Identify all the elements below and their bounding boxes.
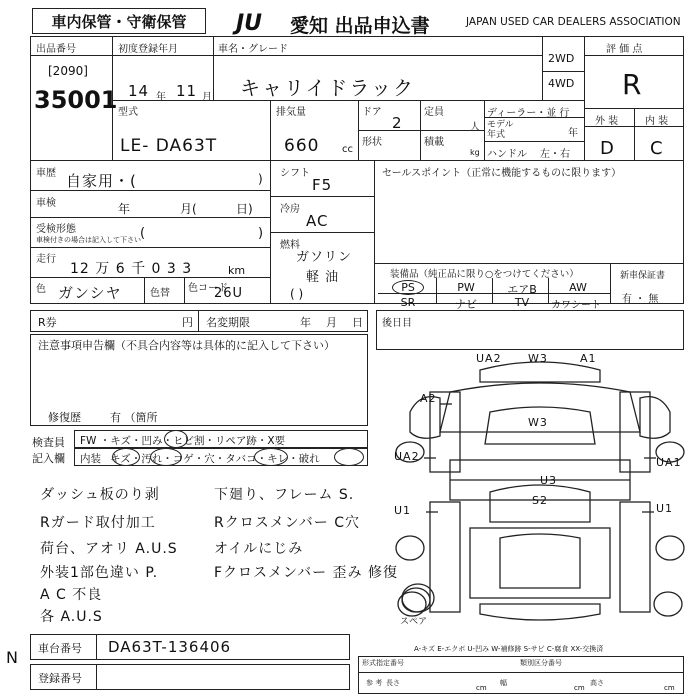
circle-mark-torn — [334, 448, 364, 466]
first-reg-label: 初度登録年月 — [118, 44, 178, 55]
diag-label-a1-top: A1 — [580, 352, 597, 365]
width-unit: cm — [574, 684, 585, 692]
inspection-date-label: 後日目 — [382, 318, 412, 329]
load-label: 積載 — [424, 137, 444, 148]
aircon-label: 冷房 — [280, 204, 300, 215]
history-value: 自家用・( — [66, 172, 137, 190]
mileage-value: 12 万 6 千 0 3 3 — [70, 261, 193, 277]
acceptance-label: 受検形態 — [36, 224, 76, 235]
lot-number: 35001 — [34, 86, 118, 114]
fuel-other: ( ) — [290, 287, 304, 301]
name-change-year: 年 — [300, 316, 311, 329]
diag-label-s2: S2 — [532, 494, 548, 507]
load-unit: kg — [470, 148, 480, 157]
note-line-4: 外装1部色違い P. — [40, 565, 159, 581]
color-code-label: 色コード — [188, 283, 228, 294]
grade-value: R — [622, 68, 642, 101]
diag-label-w3-top: W3 — [528, 352, 548, 365]
history-close: ) — [258, 172, 263, 186]
diag-label-u1-right: U1 — [656, 502, 674, 515]
capacity-unit: 人 — [470, 122, 480, 133]
chassis-label: 車台番号 — [38, 642, 82, 655]
exterior-label: 外 装 — [595, 116, 619, 127]
displacement-unit: cc — [342, 144, 353, 155]
diag-label-ua2-left: UA2 — [394, 450, 420, 463]
ju-logo: JU — [236, 11, 263, 36]
inspection-date-box — [376, 310, 684, 350]
model-label: 型式 — [118, 107, 138, 118]
doors-value: 2 — [392, 114, 403, 132]
history-label: 車歴 — [36, 168, 56, 179]
equip-navi[interactable]: ナビ — [455, 298, 477, 311]
color-label: 色 — [36, 284, 46, 295]
warranty-value: 有 ・ 無 — [622, 294, 659, 305]
equip-airbag[interactable]: エアB — [507, 283, 537, 296]
fuel-label: 燃料 — [280, 240, 300, 251]
4wd-label: 4WD — [548, 77, 575, 90]
mileage-unit: km — [228, 264, 246, 277]
note-line-6: 各 A.U.S — [40, 609, 103, 625]
acceptance-sub: 車検付きの場合は記入して下さい — [36, 236, 141, 244]
first-reg-year: 14 — [128, 82, 150, 100]
form-number-label: 形式指定番号 — [362, 659, 404, 667]
doors-label: ドア — [362, 107, 382, 118]
equip-tv[interactable]: TV — [514, 296, 530, 309]
damage-legend: A-キズ E-エクボ U-凹み W-補修跡 S-サビ C-腐食 XX-交換済 — [414, 645, 604, 653]
association-name: JAPAN USED CAR DEALERS ASSOCIATION — [466, 16, 681, 28]
storage-label: 車内保管・守衛保管 — [32, 8, 206, 34]
equip-sr[interactable]: SR — [400, 296, 416, 309]
shape-label: 形状 — [362, 137, 382, 148]
ref-label-1: 参 考 — [366, 679, 383, 687]
inspection-label: 車検 — [36, 198, 56, 209]
model-value: LE- DA63T — [120, 136, 218, 156]
car-name-label: 車名・グレード — [218, 44, 288, 55]
note-right-3: オイルにじみ — [214, 541, 304, 557]
r-ken-unit: 円 — [182, 316, 193, 329]
grade-label: 評 価 点 — [606, 44, 643, 55]
inspection-month: 月( — [180, 202, 197, 216]
inspector-row-1-text: FW ・キズ・凹み・ヒビ割・リペア跡・X要 — [80, 435, 286, 447]
r-ken-row — [30, 310, 368, 332]
note-right-2: Rクロスメンバー C穴 — [214, 515, 360, 531]
aircon-value: AC — [306, 212, 329, 230]
dealer-label: ディーラー・並 行 — [487, 108, 570, 119]
color-change-label: 色替 — [150, 288, 170, 299]
equip-seat[interactable]: カワシート — [551, 300, 601, 311]
form-title: 愛知 出品申込書 — [290, 15, 430, 37]
circle-mark-dirt — [150, 448, 182, 466]
circle-mark-tobacco — [254, 448, 288, 466]
length-label: 長さ — [386, 679, 400, 687]
diag-label-ua1-right: UA1 — [656, 456, 682, 469]
model-year-unit: 年 — [568, 128, 578, 139]
car-name-value: キャリイドラック — [240, 76, 415, 100]
length-unit: cm — [476, 684, 487, 692]
margin-mark: N — [6, 648, 19, 667]
diag-label-w3-mid: W3 — [528, 416, 548, 429]
first-reg-year-unit: 年 — [156, 92, 166, 103]
r-ken-label: R券 — [38, 316, 57, 329]
first-reg-month-unit: 月 — [202, 92, 212, 103]
repair-history-label: 修復歴 — [48, 411, 81, 424]
note-line-2: Rガード取付加工 — [40, 515, 156, 531]
equip-pw[interactable]: PW — [457, 281, 475, 294]
repair-history-value: 有 （箇所 — [110, 411, 158, 424]
name-change-day: 日 — [352, 316, 363, 329]
diag-label-u1-left: U1 — [394, 504, 412, 517]
chassis-value: DA63T-136406 — [108, 638, 232, 656]
circle-mark-dent — [164, 430, 188, 448]
model-year-label: モデル 年式 — [487, 120, 514, 140]
note-line-5: A C 不良 — [40, 587, 103, 603]
2wd-label: 2WD — [548, 52, 575, 65]
note-right-1: 下廻り、フレーム S. — [214, 487, 355, 503]
mileage-label: 走行 — [36, 254, 56, 265]
interior-grade: C — [650, 138, 664, 159]
equip-ps[interactable]: PS — [392, 280, 424, 295]
inspector-row-2-label: 内装 — [80, 453, 101, 465]
lot-label: 出品番号 — [36, 44, 76, 55]
color-code-value: 26U — [214, 286, 244, 301]
height-unit: cm — [664, 684, 675, 692]
handle-value: 左・右 — [540, 149, 570, 160]
color-value: ガンシヤ — [58, 284, 122, 302]
fuel-diesel: 軽 油 — [306, 270, 340, 285]
acceptance-close: ) — [258, 226, 264, 241]
name-change-label: 名変期限 — [206, 316, 250, 329]
shift-value: F5 — [312, 176, 333, 194]
first-reg-month: 11 — [176, 82, 198, 100]
displacement-label: 排気量 — [276, 107, 306, 118]
fuel-gas: ガソリン — [296, 250, 353, 265]
exterior-grade: D — [600, 138, 615, 159]
handle-label: ハンドル — [487, 149, 527, 160]
diag-label-a2-left: A2 — [420, 392, 437, 405]
diag-label-u3: U3 — [540, 474, 558, 487]
sales-point-label: セールスポイント（正常に機能するものに限ります） — [382, 168, 622, 179]
height-label: 高さ — [590, 679, 604, 687]
note-line-3: 荷台、アオリ A.U.S — [40, 541, 178, 557]
equipment-label: 装備品（純正品に限り○をつけてください） — [390, 269, 579, 280]
class-number-label: 類別区分番号 — [520, 659, 562, 667]
lot-bracket: [2090] — [48, 64, 88, 78]
inspection-day: 日) — [236, 202, 253, 216]
capacity-label: 定員 — [424, 107, 444, 118]
note-line-1: ダッシュ板のり剥 — [40, 487, 160, 503]
note-right-4: Fクロスメンバー 歪み 修復 — [214, 565, 398, 581]
width-label: 幅 — [500, 679, 507, 687]
displacement-value: 660 — [284, 136, 320, 156]
inspection-year: 年 — [118, 202, 131, 216]
inspector-label-2: 記入欄 — [32, 452, 65, 465]
inspector-row-2-text: キズ・汚れ・コゲ・穴・タバコ・キレ・破れ — [110, 453, 320, 465]
registration-label: 登録番号 — [38, 672, 82, 685]
name-change-month: 月 — [326, 316, 337, 329]
acceptance-open: ( — [140, 226, 146, 241]
circle-mark-scratch-int — [112, 448, 140, 466]
warranty-label: 新車保証書 — [620, 271, 666, 281]
inspector-label-1: 検査員 — [32, 436, 65, 449]
shift-label: シフト — [280, 168, 310, 179]
equip-aw[interactable]: AW — [569, 281, 587, 294]
interior-label: 内 装 — [645, 116, 669, 127]
notes-label: 注意事項申告欄（不具合内容等は具体的に記入して下さい） — [38, 339, 335, 352]
spare-label: スペア — [400, 617, 428, 627]
diag-label-ua2-top: UA2 — [476, 352, 502, 365]
